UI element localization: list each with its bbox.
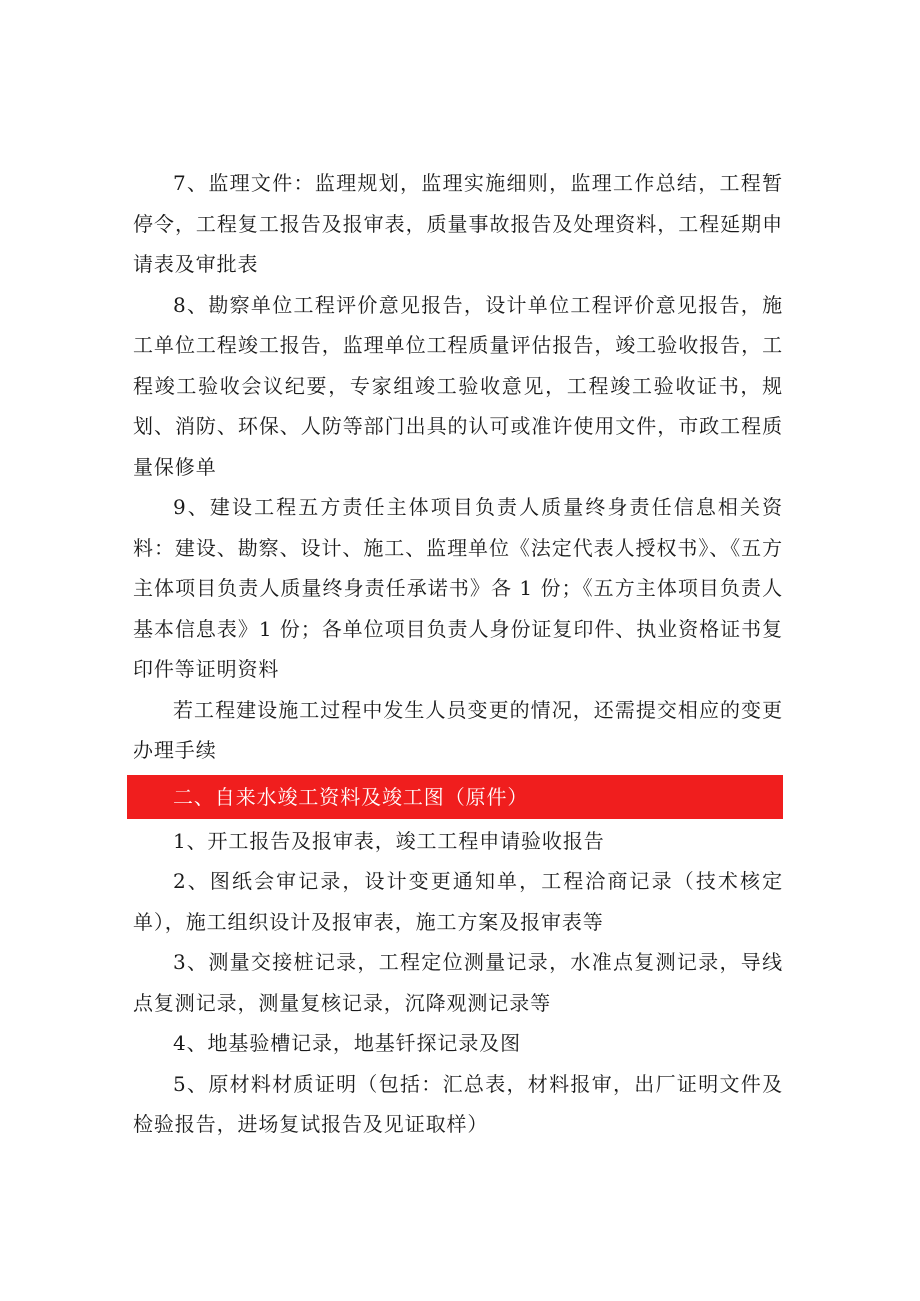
section-header-band bbox=[127, 775, 783, 819]
paragraph-item-4: 4、地基验槽记录，地基钎探记录及图 bbox=[173, 1031, 522, 1055]
paragraph-item-7: 7、监理文件：监理规划，监理实施细则，监理工作总结，工程暂停令，工程复工报告及报审表，质量事故报告及处理资料，工程延期申请表及审批表 bbox=[133, 171, 783, 276]
paragraph-item-1: 1、开工报告及报审表，竣工工程申请验收报告 bbox=[173, 828, 605, 853]
paragraph-item-9: 9、建设工程五方责任主体项目负责人质量终身责任信息相关资料：建设、勘察、设计、施工、监理单位《法定代表人授权书》、《五方主体项目负责人质量终身责任承诺书》各 1 份；《五方主体项目负责人基本信息表》1 份；各单位项目负责人身份证复印件、执业资格证书复印件等证明资料 bbox=[133, 495, 783, 681]
paragraph-item-3: 3、测量交接桩记录，工程定位测量记录，水准点复测记录，导线点复测记录，测量复核记录，沉降观测记录等 bbox=[133, 950, 783, 1015]
paragraph-item-2: 2、图纸会审记录，设计变更通知单，工程洽商记录（技术核定单），施工组织设计及报审表，施工方案及报审表等 bbox=[133, 869, 783, 934]
section-title: 二、自来水竣工资料及竣工图（原件） bbox=[173, 784, 529, 809]
paragraph-item-5: 5、原材料材质证明（包括：汇总表，材料报审，出厂证明文件及检验报告，进场复试报告及见证取样） bbox=[133, 1071, 783, 1136]
document-body bbox=[133, 163, 783, 1145]
paragraph-personnel-change: 若工程建设施工过程中发生人员变更的情况，还需提交相应的变更办理手续 bbox=[133, 697, 783, 762]
paragraph-item-8: 8、勘察单位工程评价意见报告，设计单位工程评价意见报告，施工单位工程竣工报告，监理单位工程质量评估报告，竣工验收报告，工程竣工验收会议纪要，专家组竣工验收意见，工程竣工验收证书，规划、消防、环保、人防等部门出具的认可或准许使用文件，市政工程质量保修单 bbox=[133, 292, 783, 479]
